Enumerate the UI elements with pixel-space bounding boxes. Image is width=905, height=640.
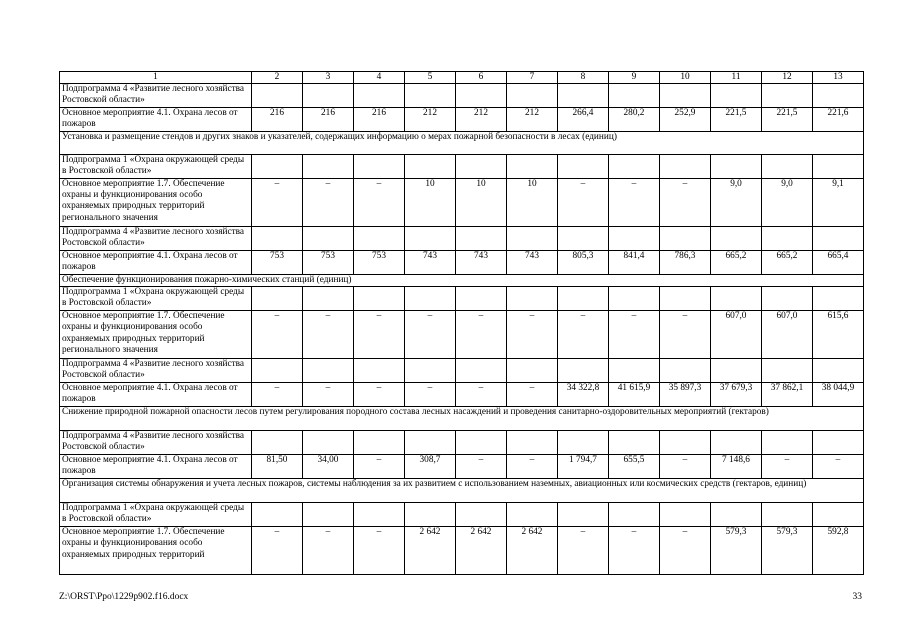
table-row (60, 527, 864, 575)
value-cell: – (609, 311, 660, 359)
value-cell: 212 (507, 108, 558, 132)
value-cell: 592,8 (813, 527, 864, 575)
value-cell: – (456, 383, 507, 407)
value-cell: 615,6 (813, 311, 864, 359)
value-cell (405, 84, 456, 108)
value-cell: – (405, 383, 456, 407)
row-label: Основное мероприятие 4.1. Охрана лесов от пожаров (60, 383, 252, 407)
value-cell (711, 359, 762, 383)
value-cell: 9,0 (711, 179, 762, 227)
section-title: Организация системы обнаружения и учета лесных пожаров, системы наблюдения за их развитием с использованием наземных, авиационных или космических средств (гектаров, единиц) (60, 479, 864, 503)
value-cell: 10 (456, 179, 507, 227)
value-cell (405, 503, 456, 527)
value-cell (354, 431, 405, 455)
page-number: 33 (852, 592, 862, 602)
table-row (60, 251, 864, 275)
value-cell: 1 794,7 (558, 455, 609, 479)
value-cell (711, 431, 762, 455)
value-cell (558, 227, 609, 251)
column-header: 10 (660, 72, 711, 84)
value-cell: 34,00 (303, 455, 354, 479)
row-label: Подпрограмма 4 «Развитие лесного хозяйства Ростовской области» (60, 359, 252, 383)
section-row (60, 275, 864, 287)
value-cell (252, 84, 303, 108)
value-cell: – (609, 179, 660, 227)
value-cell: 805,3 (558, 251, 609, 275)
value-cell: – (660, 527, 711, 575)
file-path: Z:\ORST\Ppo\1229p902.f16.docx (59, 592, 189, 602)
value-cell: – (507, 455, 558, 479)
value-cell (252, 227, 303, 251)
value-cell (609, 431, 660, 455)
column-header: 2 (252, 72, 303, 84)
value-cell: – (507, 383, 558, 407)
column-header: 7 (507, 72, 558, 84)
value-cell: 216 (252, 108, 303, 132)
value-cell: 216 (354, 108, 405, 132)
value-cell: 9,1 (813, 179, 864, 227)
value-cell (558, 359, 609, 383)
value-cell: 37 862,1 (762, 383, 813, 407)
column-header: 8 (558, 72, 609, 84)
table-row (60, 311, 864, 359)
value-cell: 753 (354, 251, 405, 275)
value-cell (303, 287, 354, 311)
row-label: Основное мероприятие 1.7. Обеспечение охраны и функционирования особо охраняемых природных территорий регионального значения (60, 311, 252, 359)
row-label: Подпрограмма 1 «Охрана окружающей среды в Ростовской области» (60, 503, 252, 527)
value-cell (558, 155, 609, 179)
value-cell (609, 287, 660, 311)
value-cell (456, 155, 507, 179)
value-cell: 216 (303, 108, 354, 132)
value-cell (711, 287, 762, 311)
value-cell (507, 359, 558, 383)
value-cell: 841,4 (609, 251, 660, 275)
value-cell (762, 227, 813, 251)
value-cell (507, 155, 558, 179)
column-header: 5 (405, 72, 456, 84)
value-cell: – (354, 383, 405, 407)
value-cell (609, 155, 660, 179)
value-cell: – (303, 311, 354, 359)
value-cell (354, 503, 405, 527)
value-cell (405, 155, 456, 179)
value-cell (813, 359, 864, 383)
value-cell: 221,5 (762, 108, 813, 132)
value-cell: 212 (456, 108, 507, 132)
value-cell: – (252, 383, 303, 407)
value-cell (609, 359, 660, 383)
value-cell: – (303, 179, 354, 227)
value-cell: – (405, 311, 456, 359)
value-cell (456, 503, 507, 527)
section-title: Установка и размещение стендов и других знаков и указателей, содержащих информацию о мерах пожарной безопасности в лесах (единиц) (60, 132, 864, 155)
data-table (59, 71, 864, 575)
value-cell (303, 503, 354, 527)
value-cell: 607,0 (762, 311, 813, 359)
value-cell: – (660, 179, 711, 227)
value-cell: 786,3 (660, 251, 711, 275)
value-cell (507, 227, 558, 251)
row-label: Подпрограмма 1 «Охрана окружающей среды в Ростовской области» (60, 155, 252, 179)
value-cell: 579,3 (711, 527, 762, 575)
column-header: 12 (762, 72, 813, 84)
value-cell (456, 227, 507, 251)
table-row (60, 227, 864, 251)
value-cell: – (660, 455, 711, 479)
value-cell (303, 359, 354, 383)
column-header: 3 (303, 72, 354, 84)
value-cell: – (813, 455, 864, 479)
value-cell (354, 227, 405, 251)
section-title: Снижение природной пожарной опасности лесов путем регулирования породного состава лесных насаждений и проведения санитарно-оздоровительных мероприятий (гектаров) (60, 407, 864, 431)
value-cell (456, 287, 507, 311)
value-cell: – (456, 455, 507, 479)
value-cell (609, 503, 660, 527)
table-row (60, 155, 864, 179)
table-row (60, 179, 864, 227)
value-cell (660, 431, 711, 455)
value-cell: – (558, 179, 609, 227)
value-cell: 38 044,9 (813, 383, 864, 407)
row-label: Основное мероприятие 4.1. Охрана лесов от пожаров (60, 455, 252, 479)
value-cell: 252,9 (660, 108, 711, 132)
column-header: 13 (813, 72, 864, 84)
value-cell (711, 503, 762, 527)
value-cell: 743 (405, 251, 456, 275)
value-cell (813, 227, 864, 251)
value-cell: 753 (252, 251, 303, 275)
row-label: Подпрограмма 4 «Развитие лесного хозяйства Ростовской области» (60, 227, 252, 251)
value-cell: – (558, 311, 609, 359)
value-cell (660, 503, 711, 527)
value-cell: 280,2 (609, 108, 660, 132)
value-cell: – (354, 527, 405, 575)
value-cell: 665,4 (813, 251, 864, 275)
value-cell (405, 359, 456, 383)
value-cell: 10 (405, 179, 456, 227)
value-cell: – (354, 311, 405, 359)
value-cell (813, 503, 864, 527)
value-cell (303, 431, 354, 455)
value-cell: 579,3 (762, 527, 813, 575)
value-cell (762, 84, 813, 108)
value-cell: 10 (507, 179, 558, 227)
section-title: Обеспечение функционирования пожарно-химических станций (единиц) (60, 275, 864, 287)
value-cell (762, 155, 813, 179)
value-cell (507, 287, 558, 311)
row-label: Подпрограмма 1 «Охрана окружающей среды в Ростовской области» (60, 287, 252, 311)
value-cell (813, 287, 864, 311)
value-cell (609, 84, 660, 108)
value-cell (354, 359, 405, 383)
value-cell (405, 431, 456, 455)
table-row (60, 455, 864, 479)
value-cell (660, 227, 711, 251)
value-cell: – (507, 311, 558, 359)
value-cell: – (609, 527, 660, 575)
value-cell (354, 84, 405, 108)
value-cell (252, 287, 303, 311)
value-cell: – (456, 311, 507, 359)
value-cell: 308,7 (405, 455, 456, 479)
value-cell (660, 359, 711, 383)
value-cell (711, 227, 762, 251)
value-cell (456, 84, 507, 108)
value-cell: 7 148,6 (711, 455, 762, 479)
value-cell (456, 359, 507, 383)
value-cell (252, 359, 303, 383)
value-cell: – (354, 455, 405, 479)
value-cell (507, 503, 558, 527)
value-cell (354, 287, 405, 311)
value-cell: 665,2 (762, 251, 813, 275)
row-label: Основное мероприятие 1.7. Обеспечение охраны и функционирования особо охраняемых природных территорий (60, 527, 252, 575)
value-cell: 34 322,8 (558, 383, 609, 407)
row-label: Основное мероприятие 1.7. Обеспечение охраны и функционирования особо охраняемых природных территорий регионального значения (60, 179, 252, 227)
value-cell: 212 (405, 108, 456, 132)
value-cell (558, 84, 609, 108)
value-cell (252, 155, 303, 179)
value-cell: – (252, 179, 303, 227)
value-cell: – (252, 527, 303, 575)
value-cell: 221,6 (813, 108, 864, 132)
value-cell: 665,2 (711, 251, 762, 275)
value-cell (762, 431, 813, 455)
value-cell (303, 155, 354, 179)
column-header: 11 (711, 72, 762, 84)
row-label: Подпрограмма 4 «Развитие лесного хозяйства Ростовской области» (60, 431, 252, 455)
value-cell: 607,0 (711, 311, 762, 359)
value-cell: 41 615,9 (609, 383, 660, 407)
value-cell (354, 155, 405, 179)
value-cell (558, 431, 609, 455)
section-row (60, 479, 864, 503)
value-cell (303, 227, 354, 251)
value-cell: 2 642 (507, 527, 558, 575)
value-cell (762, 359, 813, 383)
value-cell (303, 84, 354, 108)
table-row (60, 84, 864, 108)
value-cell: – (252, 311, 303, 359)
section-row (60, 407, 864, 431)
column-header: 4 (354, 72, 405, 84)
column-header: 6 (456, 72, 507, 84)
value-cell: 266,4 (558, 108, 609, 132)
value-cell: – (762, 455, 813, 479)
value-cell (558, 503, 609, 527)
section-row (60, 132, 864, 155)
value-cell (558, 287, 609, 311)
column-header: 9 (609, 72, 660, 84)
value-cell: – (303, 527, 354, 575)
table-row (60, 503, 864, 527)
value-cell (711, 84, 762, 108)
value-cell (456, 431, 507, 455)
table-row (60, 287, 864, 311)
value-cell: 37 679,3 (711, 383, 762, 407)
value-cell: 35 897,3 (660, 383, 711, 407)
value-cell: – (303, 383, 354, 407)
value-cell (609, 227, 660, 251)
value-cell (252, 431, 303, 455)
table-row (60, 359, 864, 383)
value-cell (405, 227, 456, 251)
row-label: Подпрограмма 4 «Развитие лесного хозяйства Ростовской области» (60, 84, 252, 108)
value-cell: 2 642 (405, 527, 456, 575)
value-cell (660, 155, 711, 179)
table-row (60, 383, 864, 407)
value-cell (660, 287, 711, 311)
table-row (60, 108, 864, 132)
value-cell: 9,0 (762, 179, 813, 227)
value-cell: – (354, 179, 405, 227)
value-cell: 655,5 (609, 455, 660, 479)
value-cell (405, 287, 456, 311)
row-label: Основное мероприятие 4.1. Охрана лесов от пожаров (60, 251, 252, 275)
value-cell: 743 (507, 251, 558, 275)
value-cell: 753 (303, 251, 354, 275)
column-header: 1 (60, 72, 252, 84)
value-cell: – (558, 527, 609, 575)
value-cell (711, 155, 762, 179)
value-cell (507, 84, 558, 108)
value-cell: 743 (456, 251, 507, 275)
value-cell: 81,50 (252, 455, 303, 479)
value-cell (507, 431, 558, 455)
row-label: Основное мероприятие 4.1. Охрана лесов от пожаров (60, 108, 252, 132)
table-header-row (60, 72, 864, 84)
value-cell: 221,5 (711, 108, 762, 132)
value-cell (813, 155, 864, 179)
value-cell (660, 84, 711, 108)
value-cell (762, 287, 813, 311)
value-cell (813, 431, 864, 455)
value-cell: 2 642 (456, 527, 507, 575)
table-row (60, 431, 864, 455)
value-cell (813, 84, 864, 108)
value-cell (762, 503, 813, 527)
value-cell (252, 503, 303, 527)
value-cell: – (660, 311, 711, 359)
